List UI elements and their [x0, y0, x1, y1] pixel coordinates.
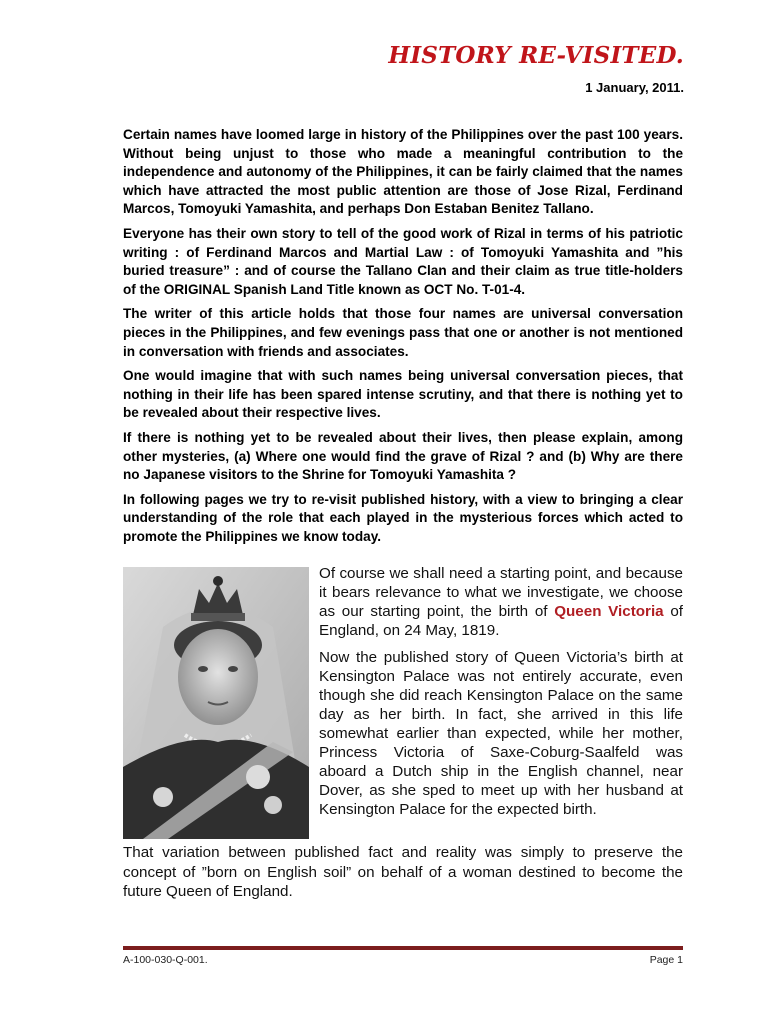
intro-paragraph: Certain names have loomed large in history of the Philippines over the past 100 years. Without being unjust to those who made a meaningful contribution to the independence and autonomy of the Philippines, it can be fairly claimed that the names which have attracted the most public attention are those of Jose Rizal, Ferdinand Marcos, Tomoyuki Yamashita, and perhaps Don Estaban Benitez Tallano.	[123, 127, 683, 217]
intro-paragraph: In following pages we try to re-visit published history, with a view to bringing a clear understanding of the role that each played in the mysterious forces which acted to promote the Philippines we know today.	[123, 491, 683, 544]
intro-section	[123, 126, 683, 552]
footer-document-id: A-100-030-Q-001.	[123, 954, 208, 966]
victoria-paragraph-3: That variation between published fact and reality was simply to preserve the concept of ”born on English soil” on behalf of a woman destined to become the future Queen of England.	[123, 844, 683, 900]
queen-victoria-highlight: Queen Victoria	[554, 603, 664, 620]
victoria-text-after: of England, on 24 May, 1819.	[319, 603, 683, 639]
victoria-paragraph-2: Now the published story of Queen Victoria’s birth at Kensington Palace was not entirely accurate, even though she did reach Kensington Palace on the same day as her birth. In fact, she arrived in this life somewhat earlier than expected, while her mother, Princess Victoria of Saxe-Coburg-Saalfeld was aboard a Dutch ship in the English channel, near Dover, as she sped to meet up with her husband at Kensington Palace for the expected birth.	[319, 649, 683, 818]
footer-divider	[123, 946, 683, 950]
victoria-intro-column	[319, 564, 683, 827]
intro-paragraph: Everyone has their own story to tell of the good work of Rizal in terms of his patriotic writing : of Ferdinand Marcos and Martial Law : of Tomoyuki Yamashita and ”his buried treasure” : and of course the Tallano Clan and their claim as true title-holders of the ORIGINAL Spanish Land Title known as OCT No. T-01-4.	[123, 225, 683, 297]
footer-page-number: Page 1	[649, 954, 683, 966]
victoria-text-before: Of course we shall need a starting point, and because it bears relevance to what we investigate, we choose as our starting point, the birth of	[319, 565, 683, 620]
queen-victoria-portrait	[123, 567, 309, 839]
victoria-paragraph-1	[319, 564, 683, 640]
intro-paragraph: One would imagine that with such names being universal conversation pieces, that nothing in their life has been spared intense scrutiny, and that there is nothing yet to be revealed about their respective lives.	[123, 368, 683, 421]
intro-paragraph: The writer of this article holds that those four names are universal conversation pieces in the Philippines, and few evenings pass that one or another is not mentioned in conversation with friends and associates.	[123, 306, 683, 359]
page-title: HISTORY RE-VISITED.	[388, 42, 684, 69]
document-date: 1 January, 2011.	[585, 80, 684, 95]
intro-paragraph: If there is nothing yet to be revealed about their lives, then please explain, among other mysteries, (a) Where one would find the grave of Rizal ? and (b) Why are there no Japanese visitors to the Shrine for Tomoyuki Yamashita ?	[123, 429, 683, 483]
